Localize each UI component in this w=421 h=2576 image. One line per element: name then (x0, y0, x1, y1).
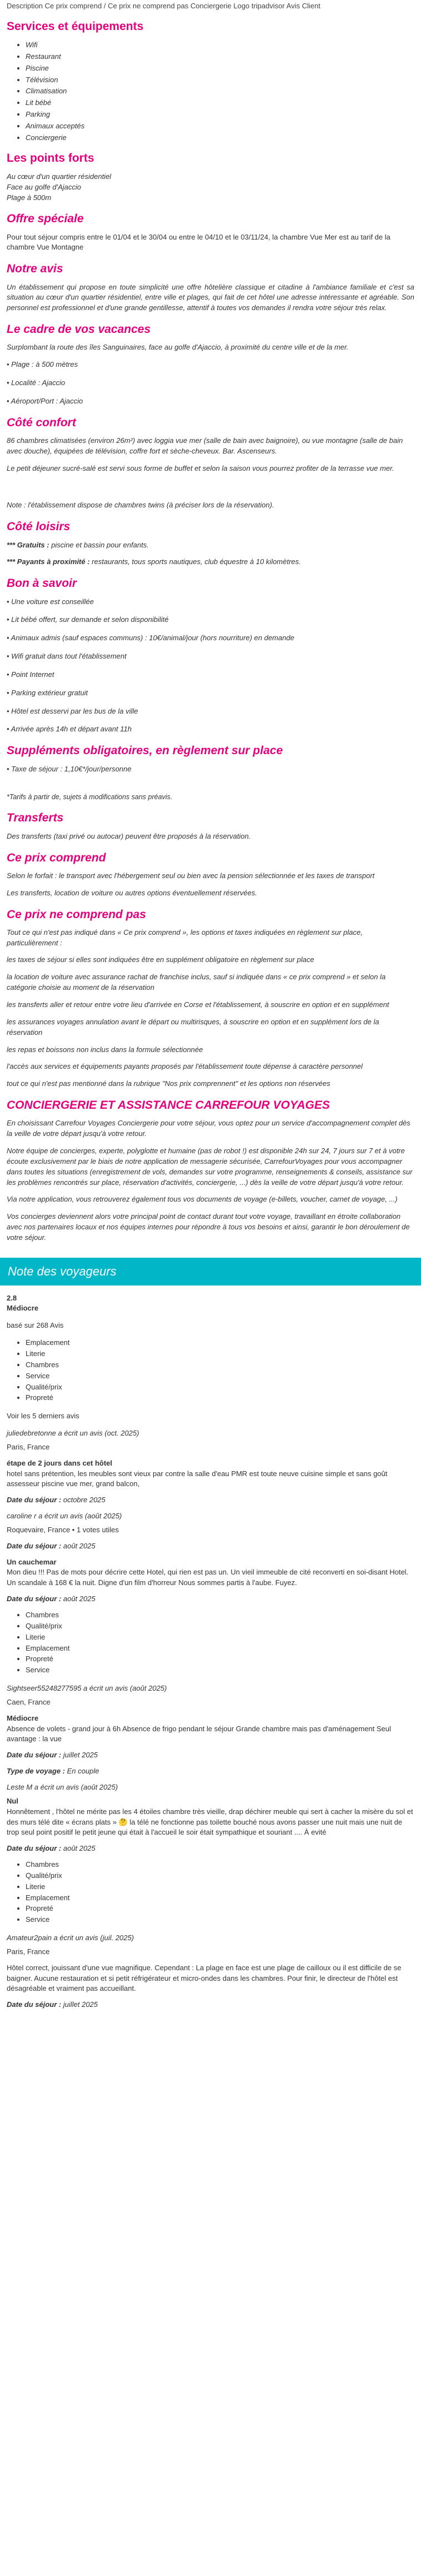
ne-comprend-line: les repas et boissons non inclus dans la formule sélectionnée (7, 1045, 203, 1054)
ne-comprend-line: la location de voiture avec assurance rachat de franchise inclus, sauf si indiquée dans « ce prix comprend » et selon la catégorie choisie au moment de la réservation (7, 973, 386, 992)
review (7, 1683, 414, 1777)
conciergerie-p2: Notre équipe de concierges, experte, polyglotte et humaine (pas de robot !) est disponible 24h sur 24, 7 jours sur 7 et à votre écoute exclusivement par le biais de notre application de messagerie sécurisée, CarrefourVoyages pour vous accompagner dans toutes les situations (enregistrement de vols, demandes sur votre programme, renseignements & conseils, assistance sur les problèmes rencontrés sur place, réservation d'activités, conciergerie, ...) dès la veille de votre départ jusqu'à votre retour. (7, 1146, 413, 1187)
review-body: hotel sans prétention, les meubles sont vieux par contre la salle d'eau PMR est toute neuve cuisine simple et sans goût assesseur piscine vue mer, grand balcon, (7, 1469, 388, 1488)
services-heading: Services et équipements (7, 19, 144, 33)
review-title: Un cauchemar (7, 1557, 57, 1566)
review-author: Sightseer55248277595 a écrit un avis (août 2025) (7, 1684, 167, 1693)
rating-criteria-list (7, 1338, 414, 1403)
review-criteria-item: • Service (26, 1665, 414, 1676)
service-item: • Climatisation (26, 86, 414, 97)
offre-text: Pour tout séjour compris entre le 01/04 et le 30/04 ou entre le 04/10 et le 03/11/24, la chambre Vue Mer est au tarif de la chambre Vue Montagne (7, 232, 390, 252)
review-place: Caen, France (7, 1697, 51, 1706)
conciergerie-p3: Via notre application, vous retrouverez également tous vos documents de voyage (e-billets, voucher, carnet de voyage, ...) (7, 1195, 398, 1204)
review-criteria-item: • Emplacement (26, 1643, 414, 1654)
loisirs-heading: Côté loisirs (7, 520, 71, 534)
transferts-text: Des transferts (taxi privé ou autocar) peuvent être proposés à la réservation. (7, 831, 251, 840)
date-label: Date du séjour : (7, 1751, 62, 1760)
review (7, 1511, 414, 1552)
service-item: • Parking (26, 109, 414, 120)
conciergerie-p1: En choisissant Carrefour Voyages Conciergerie pour votre séjour, vous optez pour un service d'accompagnement complet dès la veille de votre départ jusqu'à votre retour. (7, 1119, 410, 1138)
points-forts-heading: Les points forts (7, 151, 94, 165)
date-label: Date du séjour : (7, 2000, 62, 2009)
service-item: • Piscine (26, 63, 414, 74)
review-author: juliedebretonne a écrit un avis (oct. 2025) (7, 1429, 139, 1438)
date-label: Date du séjour : (7, 1496, 62, 1504)
ne-comprend-line: Tout ce qui n'est pas indiqué dans « Ce prix comprend », les options et taxes indiquées en règlement sur place, particulièrement : (7, 928, 363, 947)
date-value: août 2025 (61, 1541, 96, 1550)
review-date (7, 1750, 414, 1761)
ne-comprend-line: les taxes de séjour si elles sont indiquées être en supplément obligatoire en règlement sur place (7, 955, 314, 964)
supplements-heading: Suppléments obligatoires, en règlement sur place (7, 744, 283, 758)
review-criteria-list (7, 1610, 414, 1676)
supplement-line: • Taxe de séjour : 1,10€*/jour/personne (7, 764, 132, 773)
date-label: Date du séjour : (7, 1541, 62, 1550)
ne-comprend-line: les transferts aller et retour entre votre lieu d'arrivée en Corse et l'établissement, à souscrire en option et en supplément (7, 1000, 389, 1009)
date-label: Date du séjour : (7, 1844, 62, 1853)
review (7, 1933, 414, 2010)
payants-label: *** Payants à proximité : (7, 557, 90, 566)
criteria-item: • Qualité/prix (26, 1382, 414, 1393)
cadre-line: • Aéroport/Port : Ajaccio (7, 396, 83, 405)
criteria-item: • Literie (26, 1349, 414, 1359)
service-item: • Restaurant (26, 52, 414, 62)
review-criteria-list (7, 1860, 414, 1925)
services-list (7, 40, 414, 143)
service-item: • Lit bébé (26, 98, 414, 108)
review-type (7, 1766, 414, 1777)
transferts-heading: Transferts (7, 811, 64, 825)
review-body: Hôtel correct, jouissant d'une vue magnifique. Cependant : La plage en face est une plage de cailloux ou il est difficile de se baigner. Aucune restauration et si petit réfrigérateur et micro-ondes dans les chambres. Pour finir, le directeur de l'hôtel est désagréable et vraiment pas accueillant. (7, 1963, 402, 1993)
gratuits-text: piscine et bassin pour enfants. (49, 540, 149, 549)
service-item: • Animaux acceptés (26, 121, 414, 132)
type-label: Type de voyage : (7, 1767, 65, 1776)
service-item: • Conciergerie (26, 133, 414, 143)
review-date (7, 1843, 414, 1854)
rating-label: Médiocre (7, 1304, 39, 1313)
review-body: Mon dieu !!! Pas de mots pour décrire cette Hotel, qui rien est pas un. Un vieil immeuble de cité reconverti en soi-disant Hotel. Un scandale à 168 € la nuit. Digne d'un film d'horreur Nous sommes partis à l'aube. Fuyez. (7, 1568, 409, 1587)
comprend-line: Les transferts, location de voiture ou autres options éventuellement réservées. (7, 888, 257, 897)
review-body: Honnêtement , l'hôtel ne mérite pas les 4 étoiles chambre très vieille, drap déchirer meuble qui sert à cacher la misère du sol et des murs télé dite « écrans plats » 🤔 la télé ne fonctionne pas toilette bouché nous avons passer une nuit mais une nuit de trop seul point positif le petit jeune qui était à l'accueil le soir était sympathique et souriant .... À evité (7, 1807, 413, 1837)
point-fort-line: Plage à 500m (7, 193, 52, 202)
criteria-item: • Propreté (26, 1393, 414, 1403)
review (7, 1782, 414, 1925)
service-item: • Télévision (26, 75, 414, 86)
loisirs-payants (7, 557, 414, 567)
rating-basis: basé sur 268 Avis (7, 1321, 64, 1330)
confort-note: Note : l'établissement dispose de chambres twins (à préciser lors de la réservation). (7, 501, 274, 510)
ne-comprend-line: tout ce qui n'est pas mentionné dans la rubrique "Nos prix comprennent" et les options non réservées (7, 1079, 330, 1088)
review-criteria-item: • Literie (26, 1632, 414, 1643)
confort-text-2: Le petit déjeuner sucré-salé est servi sous forme de buffet et selon la saison vous pourrez profiter de la terrasse vue mer. (7, 464, 394, 472)
cadre-line: • Localité : Ajaccio (7, 378, 66, 387)
voyageurs-banner: Note des voyageurs (0, 1258, 421, 1285)
review-criteria-item: • Propreté (26, 1654, 414, 1665)
page (0, 1, 421, 2027)
ne-comprend-line: les assurances voyages annulation avant le départ ou multirisques, à souscrire en option et en supplément lors de la réservation (7, 1017, 379, 1037)
date-value: août 2025 (61, 1595, 96, 1603)
ne-comprend-line: l'accès aux services et équipements payants proposés par l'établissement toute dépense à caractère personnel (7, 1062, 363, 1071)
ne-comprend-heading: Ce prix ne comprend pas (7, 908, 146, 921)
review-place: Roquevaire, France • 1 votes utiles (7, 1525, 119, 1534)
review-criteria-item: • Chambres (26, 1610, 414, 1621)
review-title: Nul (7, 1796, 18, 1805)
criteria-item: • Chambres (26, 1360, 414, 1371)
review (7, 1428, 414, 1506)
bon-line: • Parking extérieur gratuit (7, 688, 88, 697)
cadre-line: • Plage : à 500 mètres (7, 360, 78, 369)
point-fort-line: Face au golfe d'Ajaccio (7, 182, 82, 191)
confort-heading: Côté confort (7, 416, 76, 429)
bon-line: • Lit bébé offert, sur demande et selon disponibilité (7, 615, 169, 624)
review-criteria-item: • Literie (26, 1882, 414, 1892)
point-fort-line: Au cœur d'un quartier résidentiel (7, 172, 112, 181)
review-place: Paris, France (7, 1947, 50, 1956)
conciergerie-heading: CONCIERGERIE ET ASSISTANCE CARREFOUR VOYAGES (7, 1099, 330, 1112)
type-value: En couple (65, 1767, 99, 1776)
bon-line: • Une voiture est conseillée (7, 597, 94, 606)
avis-text: Un établissement qui propose en toute simplicité une offre hôtelière classique et citadine à l'ambiance familiale et c'est sa situation au cœur d'un quartier résidentiel, entre ville et plages, qui fait de cet hôtel une adresse intéressante et agréable. Son personnel est professionnel et d'une grande gentillesse, attentif à toutes vos demandes il rendra votre séjour très relax. (7, 282, 414, 312)
bon-line: • Animaux admis (sauf espaces communs) : 10€/animal/jour (hors nourriture) en demande (7, 634, 294, 642)
review-title: Médiocre (7, 1713, 39, 1722)
date-value: octobre 2025 (61, 1496, 106, 1504)
review-date (7, 2000, 414, 2010)
conciergerie-p4: Vos concierges deviennent alors votre principal point de contact durant tout votre voyage, travaillant en étroite collaboration avec nos partenaires locaux et nos équipes internes pour répondre à tous vos besoins et ainsi, garantir le bon déroulement de votre séjour. (7, 1212, 410, 1242)
review-criteria-item: • Propreté (26, 1904, 414, 1914)
review-body: Absence de volets - grand jour à 6h Absence de frigo pendant le séjour Grande chambre mais pas d'aménagement Seul avantage : la vue (7, 1724, 391, 1743)
comprend-heading: Ce prix comprend (7, 851, 106, 864)
date-value: août 2025 (61, 1844, 96, 1853)
supplements-note: *Tarifs à partir de, sujets à modifications sans préavis. (7, 793, 173, 801)
top-nav-links[interactable]: Description Ce prix comprend / Ce prix ne comprend pas Conciergerie Logo tripadvisor Avis Client (7, 2, 320, 10)
bon-line: • Arrivée après 14h et départ avant 11h (7, 725, 132, 734)
offre-heading: Offre spéciale (7, 212, 84, 226)
review-criteria-item: • Qualité/prix (26, 1871, 414, 1881)
review-date (7, 1541, 414, 1552)
gratuits-label: *** Gratuits : (7, 540, 49, 549)
cadre-text: Surplombant la route des îles Sanguinaires, face au golfe d'Ajaccio, à proximité du centre ville et de la mer. (7, 343, 349, 352)
review-criteria-item: • Chambres (26, 1860, 414, 1870)
date-label: Date du séjour : (7, 1595, 62, 1603)
review-author: caroline r a écrit un avis (août 2025) (7, 1512, 122, 1521)
bon-line: • Hôtel est desservi par les bus de la ville (7, 706, 138, 715)
criteria-item: • Emplacement (26, 1338, 414, 1348)
review-title: étape de 2 jours dans cet hôtel (7, 1458, 112, 1467)
last-reviews-link[interactable]: Voir les 5 derniers avis (7, 1412, 79, 1421)
payants-text: restaurants, tous sports nautiques, club équestre à 10 kilomètres. (89, 557, 301, 566)
bon-line: • Point Internet (7, 670, 54, 679)
rating-score: 2.8 (7, 1293, 17, 1302)
criteria-item: • Service (26, 1371, 414, 1382)
date-value: juillet 2025 (61, 2000, 98, 2009)
loisirs-gratuits (7, 540, 414, 551)
points-forts-list (7, 172, 414, 203)
cadre-heading: Le cadre de vos vacances (7, 323, 151, 336)
review (7, 1557, 414, 1676)
review-place: Paris, France (7, 1442, 50, 1451)
bon-line: • Wifi gratuit dans tout l'établissement (7, 652, 127, 661)
review-criteria-item: • Emplacement (26, 1893, 414, 1904)
avis-heading: Notre avis (7, 262, 63, 276)
bon-heading: Bon à savoir (7, 577, 77, 590)
review-criteria-item: • Qualité/prix (26, 1621, 414, 1632)
review-date (7, 1495, 414, 1506)
review-author: Leste M a écrit un avis (août 2025) (7, 1782, 118, 1791)
review-author: Amateur2pain a écrit un avis (juil. 2025) (7, 1934, 134, 1942)
review-date (7, 1594, 414, 1605)
date-value: juillet 2025 (61, 1751, 98, 1760)
review-criteria-item: • Service (26, 1915, 414, 1925)
comprend-line: Selon le forfait : le transport avec l'hébergement seul ou bien avec la pension sélectionnée et les taxes de transport (7, 871, 375, 880)
confort-text-1: 86 chambres climatisées (environ 26m²) avec loggia vue mer (salle de bain avec baignoire), ou vue montagne (salle de bain avec douche), équipées de télévision, coffre fort et sèche-cheveux. Bar. Ascenseurs. (7, 436, 403, 455)
service-item: • Wifi (26, 40, 414, 51)
